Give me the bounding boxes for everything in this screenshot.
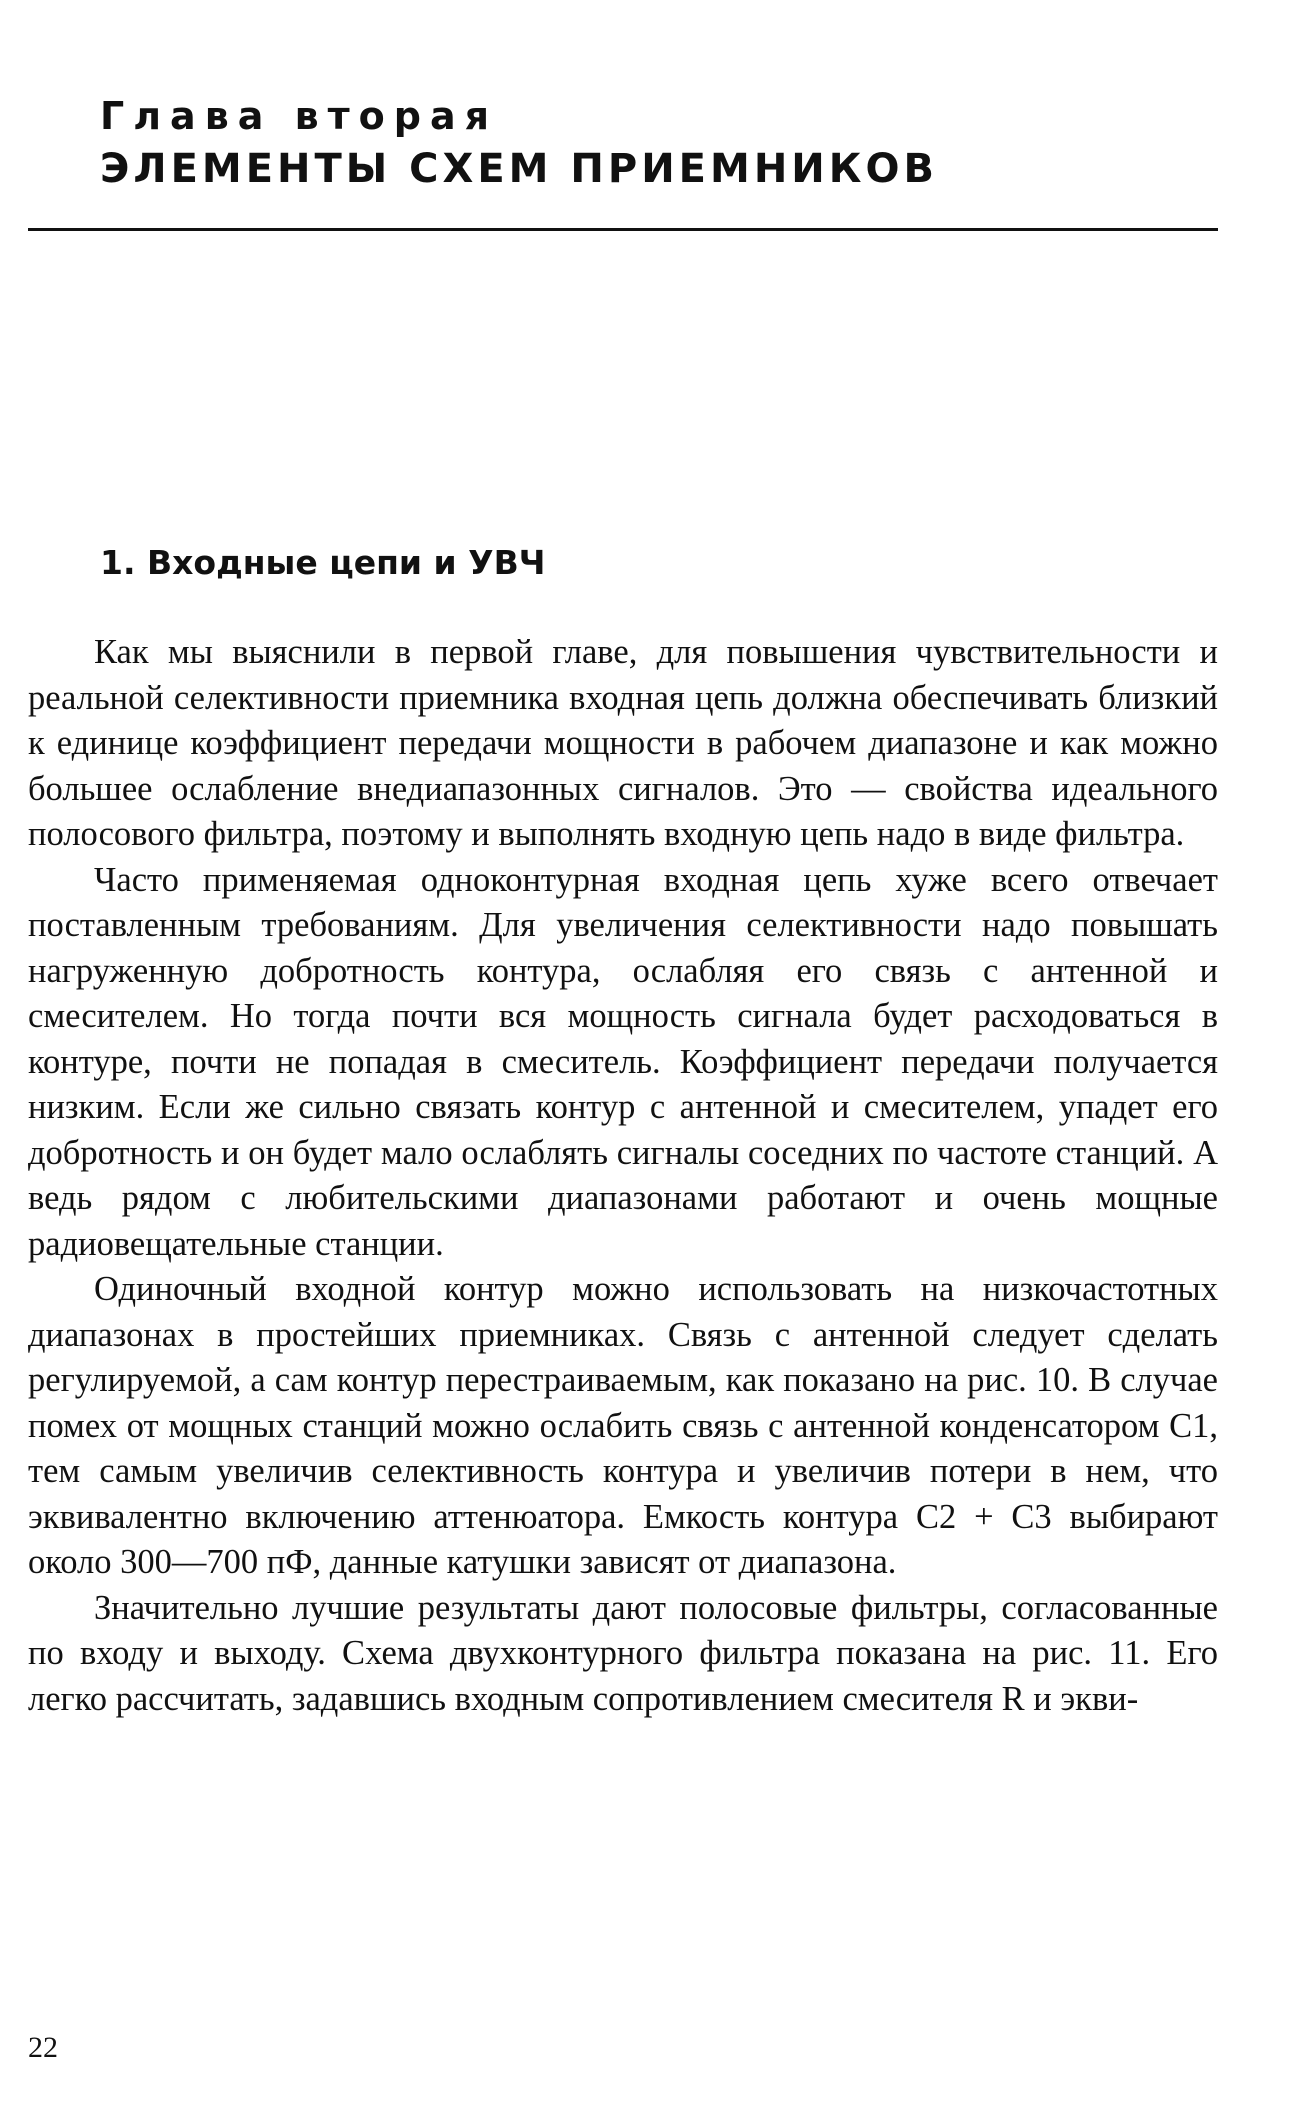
body-text xyxy=(28,630,1218,1722)
paragraph-2: Часто применяемая одноконтурная входная цепь хуже всего отвечает поставленным требованиям. Для увеличения селективности надо повышать нагруженную добротность контура, ослабляя его связь с антенной и смесителем. Но тогда почти вся мощность сигнала будет расходоваться в контуре, почти не попадая в смеситель. Коэффициент передачи получается низким. Если же сильно связать контур с антенной и смесителем, упадет его добротность и он будет мало ослаблять сигналы соседних по частоте станций. А ведь рядом с любительскими диапазонами работают и очень мощные радиовещательные станции. xyxy=(28,860,1218,1263)
chapter-label: Глава вторая xyxy=(100,94,499,138)
chapter-title: ЭЛЕМЕНТЫ СХЕМ ПРИЕМНИКОВ xyxy=(100,146,938,192)
paragraph-4: Значительно лучшие результаты дают полосовые фильтры, согласованные по входу и выходу. Схема двухконтурного фильтра показана на рис. 11. Его легко рассчитать, задавшись входным сопротивлением смесителя R и экви- xyxy=(28,1588,1218,1718)
page-number: 22 xyxy=(28,2031,58,2064)
paragraph-1: Как мы выяснили в первой главе, для повышения чувствительности и реальной селективности приемника входная цепь должна обеспечивать близкий к единице коэффициент передачи мощности в рабочем диапазоне и как можно большее ослабление внедиапазонных сигналов. Это — свойства идеального полосового фильтра, поэтому и выполнять входную цепь надо в виде фильтра. xyxy=(28,633,1218,853)
paragraph-3: Одиночный входной контур можно использовать на низкочастотных диапазонах в простейших приемниках. Связь с антенной следует сделать регулируемой, а сам контур перестраиваемым, как показано на рис. 10. В случае помех от мощных станций можно ослабить связь с антенной конденсатором C1, тем самым увеличив селективность контура и увеличив потери в нем, что эквивалентно включению аттенюатора. Емкость контура C2 + C3 выбирают около 300—700 пФ, данные катушки зависят от диапазона. xyxy=(28,1270,1218,1581)
section-title: 1. Входные цепи и УВЧ xyxy=(100,543,546,582)
chapter-divider xyxy=(28,228,1218,231)
chapter-heading xyxy=(100,92,1220,194)
